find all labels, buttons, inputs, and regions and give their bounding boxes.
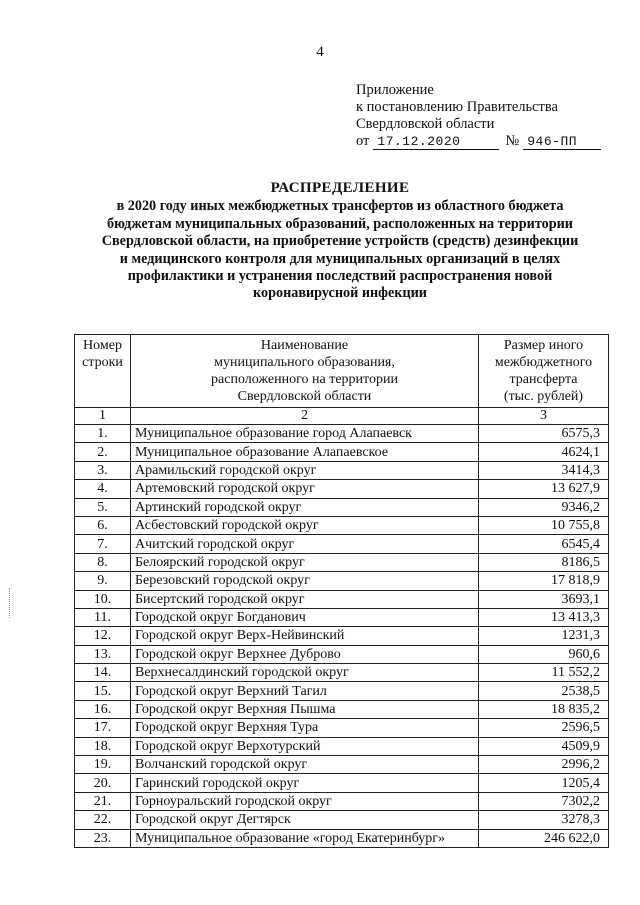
transfer-amount-cell: 9346,2: [479, 498, 609, 516]
table-row: [75, 590, 609, 608]
heading-line-6: коронавирусной инфекции: [253, 285, 427, 302]
document-title: РАСПРЕДЕЛЕНИЕ: [270, 180, 410, 196]
transfer-amount-cell: 10 755,8: [479, 516, 609, 534]
municipality-name-cell: Городской округ Верхняя Пышма: [131, 700, 479, 718]
transfer-amount-cell: 13 413,3: [479, 608, 609, 626]
table-row: [75, 572, 609, 590]
table-row: [75, 664, 609, 682]
table-row: [75, 553, 609, 571]
scan-artifact: [9, 588, 12, 618]
row-number-cell: 2.: [75, 443, 131, 461]
municipality-name-cell: Верхнесалдинский городской округ: [131, 664, 479, 682]
table-row: [75, 774, 609, 792]
table-row: [75, 443, 609, 461]
municipality-name-cell: Волчанский городской округ: [131, 756, 479, 774]
municipality-name-cell: Городской округ Верхний Тагил: [131, 682, 479, 700]
row-number-cell: 23.: [75, 829, 131, 847]
table-row: [75, 719, 609, 737]
municipality-name-cell: Муниципальное образование город Алапаевск: [131, 425, 479, 443]
header-text: трансферта: [509, 372, 578, 387]
header-text: Размер иного: [503, 338, 584, 353]
table-row: [75, 516, 609, 534]
row-number-cell: 13.: [75, 645, 131, 663]
transfer-amount-cell: 13 627,9: [479, 480, 609, 498]
column-index: 1: [75, 408, 131, 425]
table-row: [75, 700, 609, 718]
heading-line-3: Свердловской области, на приобретение устройств (средств) дезинфекции: [101, 233, 579, 250]
table-row: [75, 461, 609, 479]
transfer-amount-cell: 3693,1: [479, 590, 609, 608]
transfer-amount-cell: 3414,3: [479, 461, 609, 479]
header-row-number: [75, 335, 131, 408]
municipality-name-cell: Артинский городской округ: [131, 498, 479, 516]
header-text: межбюджетного: [494, 355, 593, 370]
row-number-cell: 22.: [75, 811, 131, 829]
appendix-block: [356, 82, 601, 150]
row-number-cell: 14.: [75, 664, 131, 682]
column-index: 2: [131, 408, 479, 425]
municipality-name-cell: Асбестовский городской округ: [131, 516, 479, 534]
header-municipality-name: [131, 335, 479, 408]
municipality-name-cell: Муниципальное образование Алапаевское: [131, 443, 479, 461]
heading-line-1: в 2020 году иных межбюджетных трансфертов из областного бюджета: [116, 198, 564, 215]
municipality-name-cell: Березовский городской округ: [131, 572, 479, 590]
table-row: [75, 756, 609, 774]
table-row: [75, 535, 609, 553]
appendix-line-1: Приложение: [356, 82, 434, 98]
table-row: [75, 682, 609, 700]
transfer-amount-cell: 6545,4: [479, 535, 609, 553]
municipality-name-cell: Городской округ Верхнее Дуброво: [131, 645, 479, 663]
municipality-name-cell: Городской округ Богданович: [131, 608, 479, 626]
row-number-cell: 6.: [75, 516, 131, 534]
transfer-amount-cell: 3278,3: [479, 811, 609, 829]
page-number: 4: [316, 44, 324, 60]
municipality-name-cell: Городской округ Верхняя Тура: [131, 719, 479, 737]
appendix-number-label: №: [505, 133, 520, 149]
column-index: 3: [479, 408, 609, 425]
column-index-row: [75, 408, 609, 425]
transfer-amount-cell: 7302,2: [479, 792, 609, 810]
table-row: [75, 627, 609, 645]
row-number-cell: 16.: [75, 700, 131, 718]
row-number-cell: 8.: [75, 553, 131, 571]
header-text: муниципального образования,: [214, 355, 395, 370]
row-number-cell: 5.: [75, 498, 131, 516]
document-heading: [70, 180, 610, 303]
row-number-cell: 18.: [75, 737, 131, 755]
row-number-cell: 11.: [75, 608, 131, 626]
transfer-amount-cell: 1205,4: [479, 774, 609, 792]
header-text: строки: [82, 355, 123, 370]
row-number-cell: 10.: [75, 590, 131, 608]
transfer-amount-cell: 246 622,0: [479, 829, 609, 847]
municipality-name-cell: Городской округ Верх-Нейвинский: [131, 627, 479, 645]
row-number-cell: 3.: [75, 461, 131, 479]
transfer-amount-cell: 18 835,2: [479, 700, 609, 718]
transfer-amount-cell: 960,6: [479, 645, 609, 663]
transfer-amount-cell: 2596,5: [479, 719, 609, 737]
row-number-cell: 7.: [75, 535, 131, 553]
table-header-row: [75, 335, 609, 408]
table-row: [75, 829, 609, 847]
appendix-from-label: от: [356, 133, 370, 149]
header-text: расположенного на территории: [211, 372, 398, 387]
appendix-number: 946-ПП: [523, 135, 601, 150]
table-row: [75, 737, 609, 755]
municipality-name-cell: Арамильский городской округ: [131, 461, 479, 479]
transfer-amount-cell: 6575,3: [479, 425, 609, 443]
table-body: [75, 425, 609, 848]
municipality-name-cell: Гаринский городской округ: [131, 774, 479, 792]
transfer-amount-cell: 2538,5: [479, 682, 609, 700]
heading-line-4: и медицинского контроля для муниципальных организаций в целях: [119, 250, 561, 267]
transfer-amount-cell: 11 552,2: [479, 664, 609, 682]
table-row: [75, 608, 609, 626]
header-text: Свердловской области: [237, 389, 372, 404]
appendix-date: 17.12.2020: [373, 135, 499, 150]
distribution-table: [74, 334, 609, 848]
row-number-cell: 19.: [75, 756, 131, 774]
header-text: Наименование: [260, 338, 349, 353]
row-number-cell: 20.: [75, 774, 131, 792]
header-text: (тыс. рублей): [503, 389, 584, 404]
table-row: [75, 811, 609, 829]
municipality-name-cell: Городской округ Верхотурский: [131, 737, 479, 755]
row-number-cell: 17.: [75, 719, 131, 737]
table-row: [75, 480, 609, 498]
appendix-line-3: Свердловской области: [356, 116, 495, 132]
municipality-name-cell: Горноуральский городской округ: [131, 792, 479, 810]
municipality-name-cell: Ачитский городской округ: [131, 535, 479, 553]
header-text: Номер: [83, 338, 122, 353]
table-row: [75, 645, 609, 663]
table-row: [75, 792, 609, 810]
row-number-cell: 21.: [75, 792, 131, 810]
transfer-amount-cell: 4624,1: [479, 443, 609, 461]
row-number-cell: 12.: [75, 627, 131, 645]
transfer-amount-cell: 8186,5: [479, 553, 609, 571]
heading-line-5: профилактики и устранения последствий распространения новой: [127, 268, 553, 285]
table-row: [75, 498, 609, 516]
transfer-amount-cell: 4509,9: [479, 737, 609, 755]
appendix-date-line: [356, 133, 601, 150]
transfer-amount-cell: 17 818,9: [479, 572, 609, 590]
municipality-name-cell: Белоярский городской округ: [131, 553, 479, 571]
header-transfer-amount: [479, 335, 609, 408]
municipality-name-cell: Бисертский городской округ: [131, 590, 479, 608]
row-number-cell: 15.: [75, 682, 131, 700]
table-row: [75, 425, 609, 443]
municipality-name-cell: Городской округ Дегтярск: [131, 811, 479, 829]
municipality-name-cell: Муниципальное образование «город Екатеринбург»: [131, 829, 479, 847]
municipality-name-cell: Артемовский городской округ: [131, 480, 479, 498]
row-number-cell: 1.: [75, 425, 131, 443]
row-number-cell: 4.: [75, 480, 131, 498]
row-number-cell: 9.: [75, 572, 131, 590]
transfer-amount-cell: 2996,2: [479, 756, 609, 774]
appendix-line-2: к постановлению Правительства: [356, 99, 558, 115]
transfer-amount-cell: 1231,3: [479, 627, 609, 645]
heading-line-2: бюджетам муниципальных образований, расположенных на территории: [107, 215, 573, 232]
